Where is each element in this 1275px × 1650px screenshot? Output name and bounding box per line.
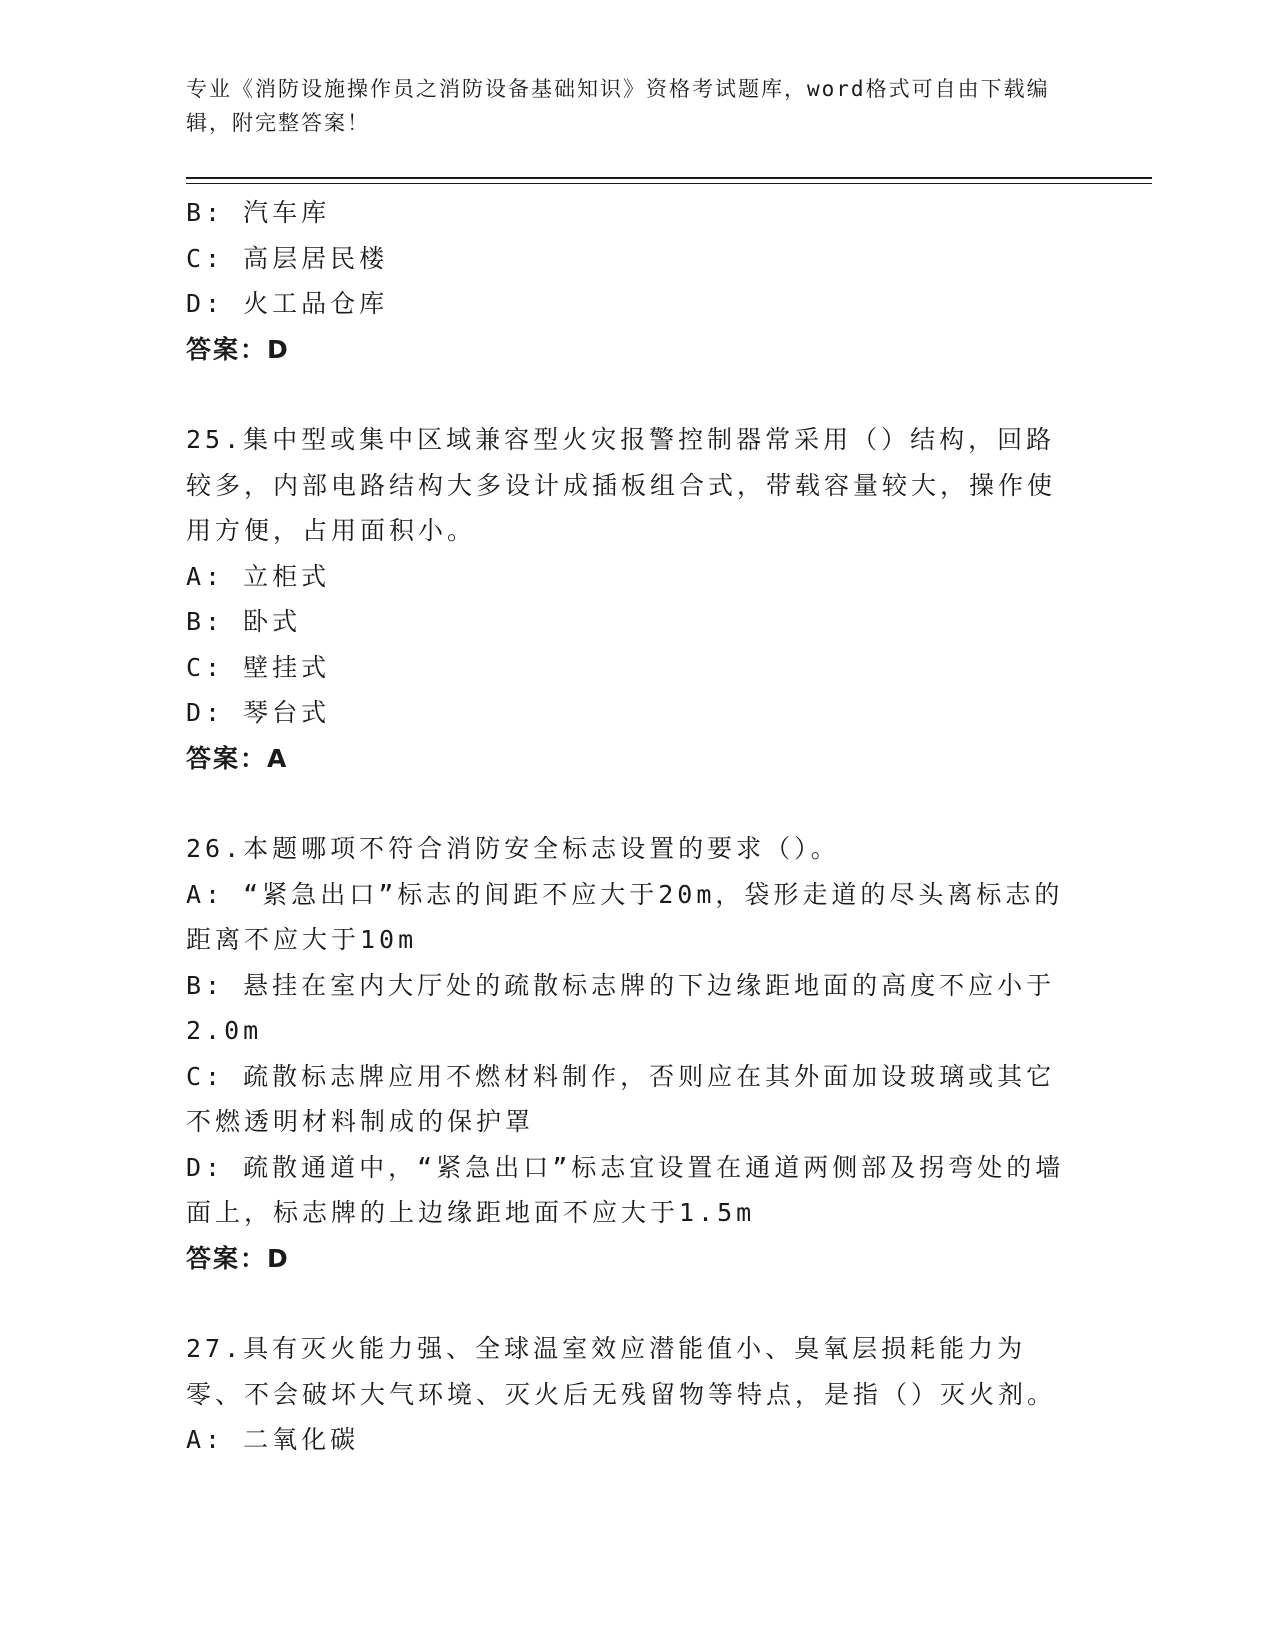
answer-line: 答案：D (186, 1243, 290, 1273)
question-block-27 (186, 1326, 1066, 1463)
question-stem: 26.本题哪项不符合消防安全标志设置的要求（）。 (186, 834, 840, 863)
question-block-26 (186, 826, 1066, 1281)
question-block-24 (186, 190, 1066, 372)
option-c: C: 壁挂式 (186, 652, 331, 682)
option-c: C: 高层居民楼 (186, 243, 389, 273)
question-content (186, 190, 1066, 1463)
option-b: B: 悬挂在室内大厅处的疏散标志牌的下边缘距地面的高度不应小于2.0m (186, 970, 1056, 1045)
header-divider-thick (186, 177, 1152, 179)
spacer (186, 781, 1066, 826)
option-d: D: 火工品仓库 (186, 289, 389, 318)
spacer (186, 1281, 1066, 1326)
answer-line: 答案：D (186, 334, 290, 364)
option-d: D: 琴台式 (186, 698, 331, 727)
header-text: 专业《消防设施操作员之消防设备基础知识》资格考试题库，word格式可自由下载编辑，附完整答案！ (186, 77, 1050, 135)
option-a: A: 二氧化碳 (186, 1425, 360, 1454)
option-a: A: “紧急出口”标志的间距不应大于20m，袋形走道的尽头离标志的距离不应大于10m (186, 879, 1064, 954)
question-block-25 (186, 417, 1066, 781)
question-stem: 25.集中型或集中区域兼容型火灾报警控制器常采用（）结构，回路较多，内部电路结构大多设计成插板组合式，带载容量较大，操作使用方便，占用面积小。 (186, 425, 1057, 545)
answer-line: 答案：A (186, 743, 289, 773)
page-header (186, 72, 1066, 140)
option-d: D: 疏散通道中，“紧急出口”标志宜设置在通道两侧部及拐弯处的墙面上，标志牌的上边缘距地面不应大于1.5m (186, 1152, 1065, 1227)
header-divider-thin (186, 183, 1152, 184)
option-c: C: 疏散标志牌应用不燃材料制作，否则应在其外面加设玻璃或其它不燃透明材料制成的保护罩 (186, 1061, 1056, 1136)
option-b: B: 汽车库 (186, 198, 331, 227)
option-b: B: 卧式 (186, 607, 302, 636)
option-a: A: 立柜式 (186, 561, 331, 591)
spacer (186, 372, 1066, 417)
question-stem: 27.具有灭火能力强、全球温室效应潜能值小、臭氧层损耗能力为零、不会破坏大气环境、灭火后无残留物等特点，是指（）灭火剂。 (186, 1334, 1057, 1409)
